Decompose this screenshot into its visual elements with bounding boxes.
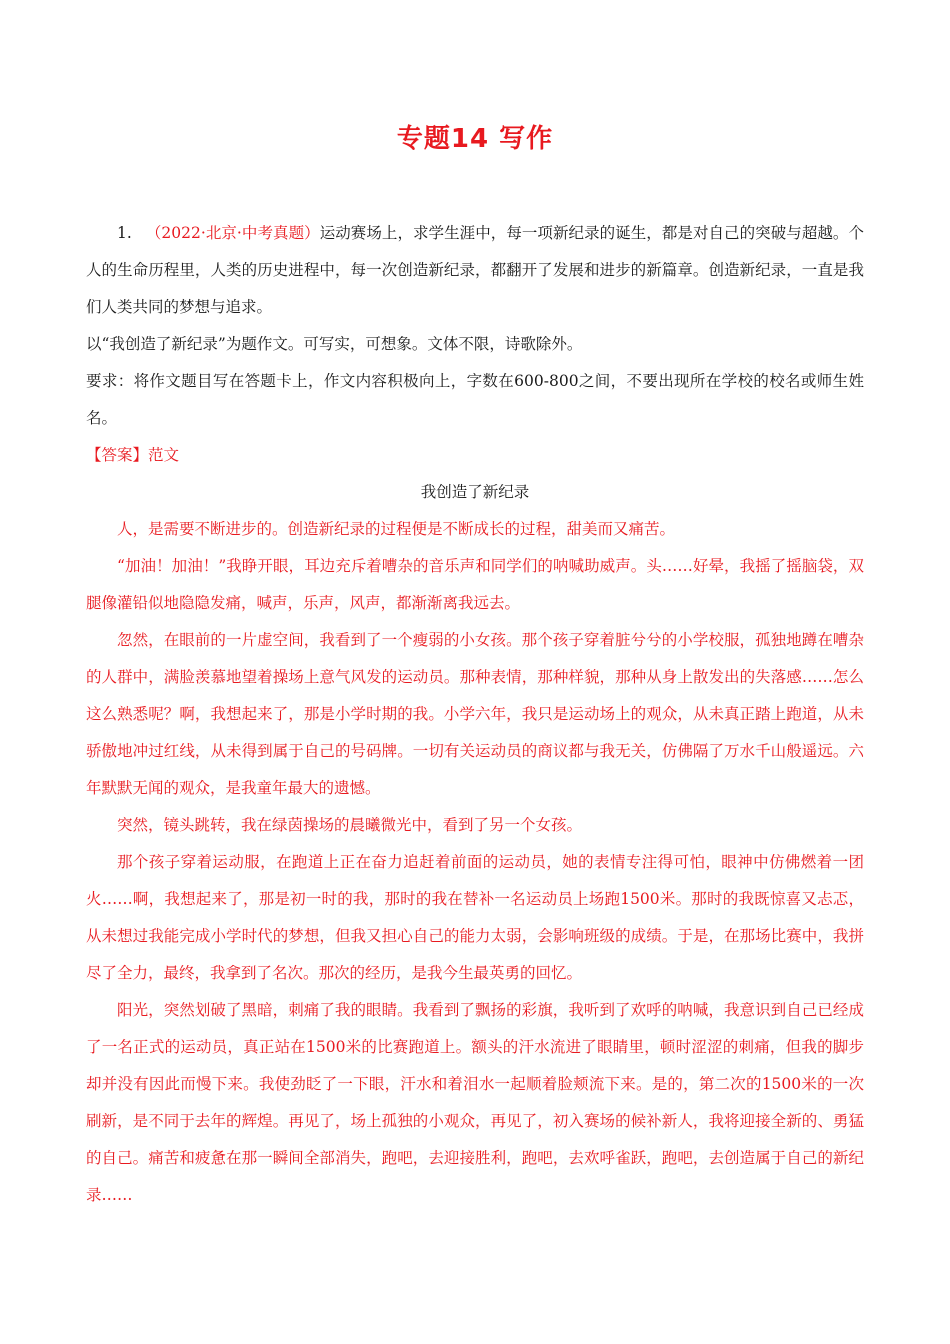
essay-paragraph: 人，是需要不断进步的。创造新纪录的过程便是不断成长的过程，甜美而又痛苦。 <box>117 520 676 538</box>
model-essay <box>86 474 864 1214</box>
question-prompt-text: 运动赛场上，求学生涯中，每一项新纪录的诞生，都是对自己的突破与超越。个人的生命历程里，人类的历史进程中，每一次创造新纪录，都翻开了发展和进步的新篇章。创造新纪录，一直是我们人类共同的梦想与追求。 <box>86 224 864 316</box>
essay-title: 我创造了新纪录 <box>420 483 530 501</box>
question-requirement: 要求：将作文题目写在答题卡上，作文内容积极向上，字数在600-800之间，不要出现所在学校的校名或师生姓名。 <box>86 372 864 427</box>
answer-label: 范文 <box>148 446 180 464</box>
essay-paragraph: 阳光，突然划破了黑暗，刺痛了我的眼睛。我看到了飘扬的彩旗，我听到了欢呼的呐喊，我意识到自己已经成了一名正式的运动员，真正站在1500米的比赛跑道上。额头的汗水流进了眼睛里，顿时涩涩的刺痛，但我的脚步却并没有因此而慢下来。我使劲眨了一下眼，汗水和着泪水一起顺着脸颊流下来。是的，第二次的1500米的一次刷新，是不同于去年的辉煌。再见了，场上孤独的小观众，再见了，初入赛场的候补新人，我将迎接全新的、勇猛的自己。痛苦和疲惫在那一瞬间全部消失，跑吧，去迎接胜利，跑吧，去欢呼雀跃，跑吧，去创造属于自己的新纪录…… <box>86 1001 864 1204</box>
document-content <box>86 215 864 1214</box>
question-instruction: 以“我创造了新纪录”为题作文。可写实，可想象。文体不限，诗歌除外。 <box>86 335 583 353</box>
document-title: 专题14 写作 <box>396 124 554 154</box>
essay-paragraph: 忽然，在眼前的一片虚空间，我看到了一个瘦弱的小女孩。那个孩子穿着脏兮兮的小学校服，孤独地蹲在嘈杂的人群中，满脸羡慕地望着操场上意气风发的运动员。那种表情，那种样貌，那种从身上散发出的失落感……怎么这么熟悉呢？啊，我想起来了，那是小学时期的我。小学六年，我只是运动场上的观众，从未真正踏上跑道，从未骄傲地冲过红线，从未得到属于自己的号码牌。一切有关运动员的商议都与我无关，仿佛隔了万水千山般遥远。六年默默无闻的观众，是我童年最大的遗憾。 <box>86 631 864 797</box>
question-source: （2022·北京·中考真题） <box>145 224 320 242</box>
essay-paragraph: 那个孩子穿着运动服，在跑道上正在奋力追赶着前面的运动员，她的表情专注得可怕，眼神中仿佛燃着一团火……啊，我想起来了，那是初一时的我，那时的我在替补一名运动员上场跑1500米。那时的我既惊喜又忐忑，从未想过我能完成小学时代的梦想，但我又担心自己的能力太弱，会影响班级的成绩。于是，在那场比赛中，我拼尽了全力，最终，我拿到了名次。那次的经历，是我今生最英勇的回忆。 <box>86 853 864 982</box>
question-number: 1. <box>117 224 132 242</box>
answer-tag: 【答案】 <box>86 446 149 464</box>
answer-heading <box>86 437 864 474</box>
essay-paragraph: 突然，镜头跳转，我在绿茵操场的晨曦微光中，看到了另一个女孩。 <box>117 816 583 834</box>
question-prompt <box>86 215 864 326</box>
essay-paragraph: “加油！加油！”我睁开眼，耳边充斥着嘈杂的音乐声和同学们的呐喊助威声。头……好晕，我摇了摇脑袋，双腿像灌铅似地隐隐发痛，喊声，乐声，风声，都渐渐离我远去。 <box>86 557 864 612</box>
